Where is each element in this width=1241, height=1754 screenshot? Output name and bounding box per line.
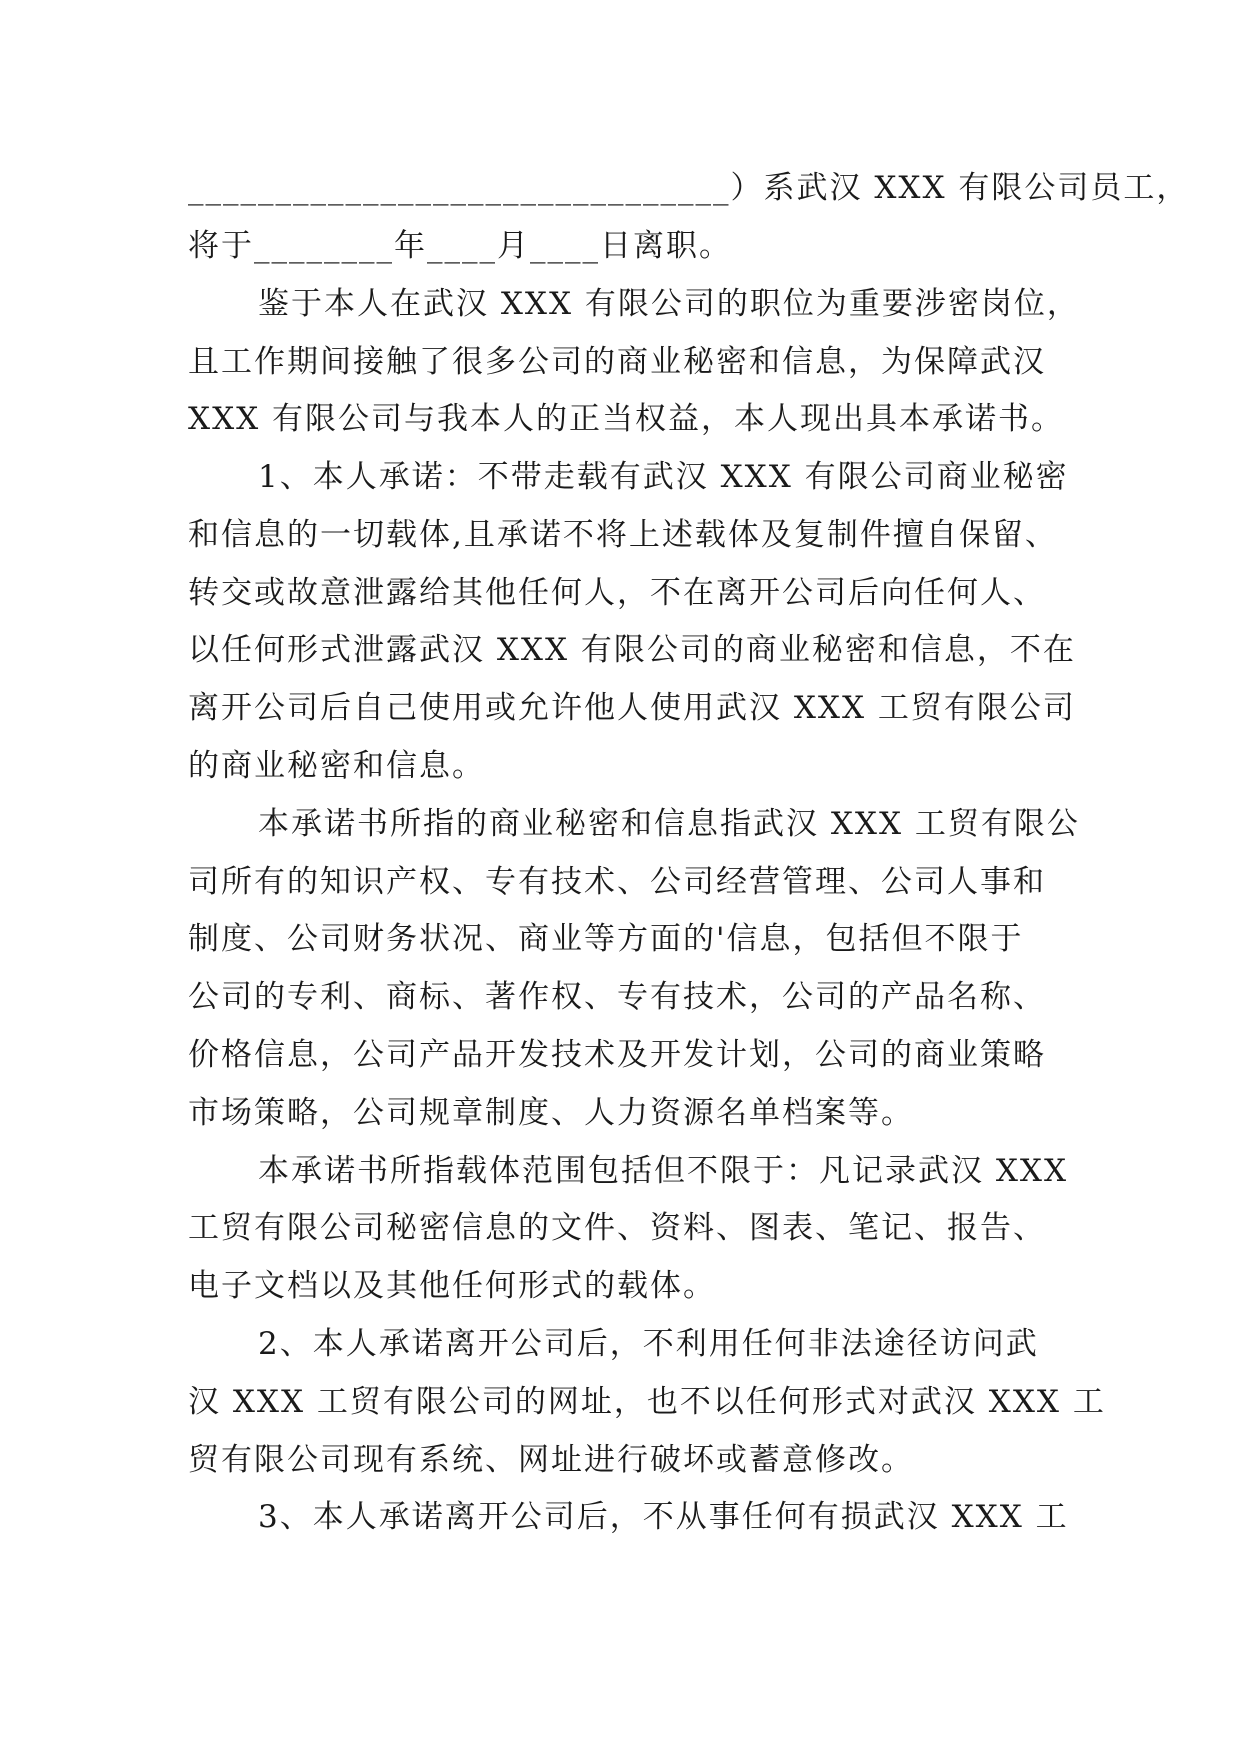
text-line: 公司的专利、商标、著作权、专有技术，公司的产品名称、	[188, 979, 1046, 1015]
text-line: 贸有限公司现有系统、网址进行破坏或蓄意修改。	[188, 1442, 914, 1478]
paragraph-start-line: 2、本人承诺离开公司后，不利用任何非法途径访问武	[258, 1326, 1039, 1362]
text-line: 且工作期间接触了很多公司的商业秘密和信息，为保障武汉	[188, 344, 1046, 380]
text-line: 和信息的一切载体,且承诺不将上述载体及复制件擅自保留、	[188, 517, 1058, 553]
text-line: 司所有的知识产权、专有技术、公司经营管理、公司人事和	[188, 864, 1046, 900]
text-line: 的商业秘密和信息。	[188, 748, 485, 784]
text-line: 转交或故意泄露给其他任何人，不在离开公司后向任何人、	[188, 575, 1046, 611]
text-line: 市场策略，公司规章制度、人力资源名单档案等。	[188, 1095, 914, 1131]
text-line: 将于________年____月____日离职。	[188, 228, 732, 264]
paragraph-start-line: 1、本人承诺：不带走载有武汉 XXX 有限公司商业秘密	[258, 459, 1069, 495]
text-line: 价格信息，公司产品开发技术及开发计划，公司的商业策略	[188, 1037, 1046, 1073]
paragraph-start-line: 3、本人承诺离开公司后，不从事任何有损武汉 XXX 工	[258, 1499, 1069, 1535]
paragraph-start-line: 鉴于本人在武汉 XXX 有限公司的职位为重要涉密岗位，	[258, 286, 1080, 322]
text-line: 制度、公司财务状况、商业等方面的'信息，包括但不限于	[188, 921, 1024, 957]
paragraph-start-line: 本承诺书所指载体范围包括但不限于：凡记录武汉 XXX	[258, 1153, 1069, 1189]
text-line: 汉 XXX 工贸有限公司的网址，也不以任何形式对武汉 XXX 工	[188, 1384, 1106, 1420]
text-line: 离开公司后自己使用或允许他人使用武汉 XXX 工贸有限公司	[188, 690, 1076, 726]
paragraph-start-line: 本承诺书所指的商业秘密和信息指武汉 XXX 工贸有限公	[258, 806, 1080, 842]
text-line: 工贸有限公司秘密信息的文件、资料、图表、笔记、报告、	[188, 1210, 1046, 1246]
text-line: XXX 有限公司与我本人的正当权益，本人现出具本承诺书。	[188, 401, 1065, 437]
text-line: _______________________________）系武汉 XXX 有限公司员工，	[188, 170, 1190, 206]
text-line: 电子文档以及其他任何形式的载体。	[188, 1268, 716, 1304]
text-line: 以任何形式泄露武汉 XXX 有限公司的商业秘密和信息，不在	[188, 632, 1076, 668]
